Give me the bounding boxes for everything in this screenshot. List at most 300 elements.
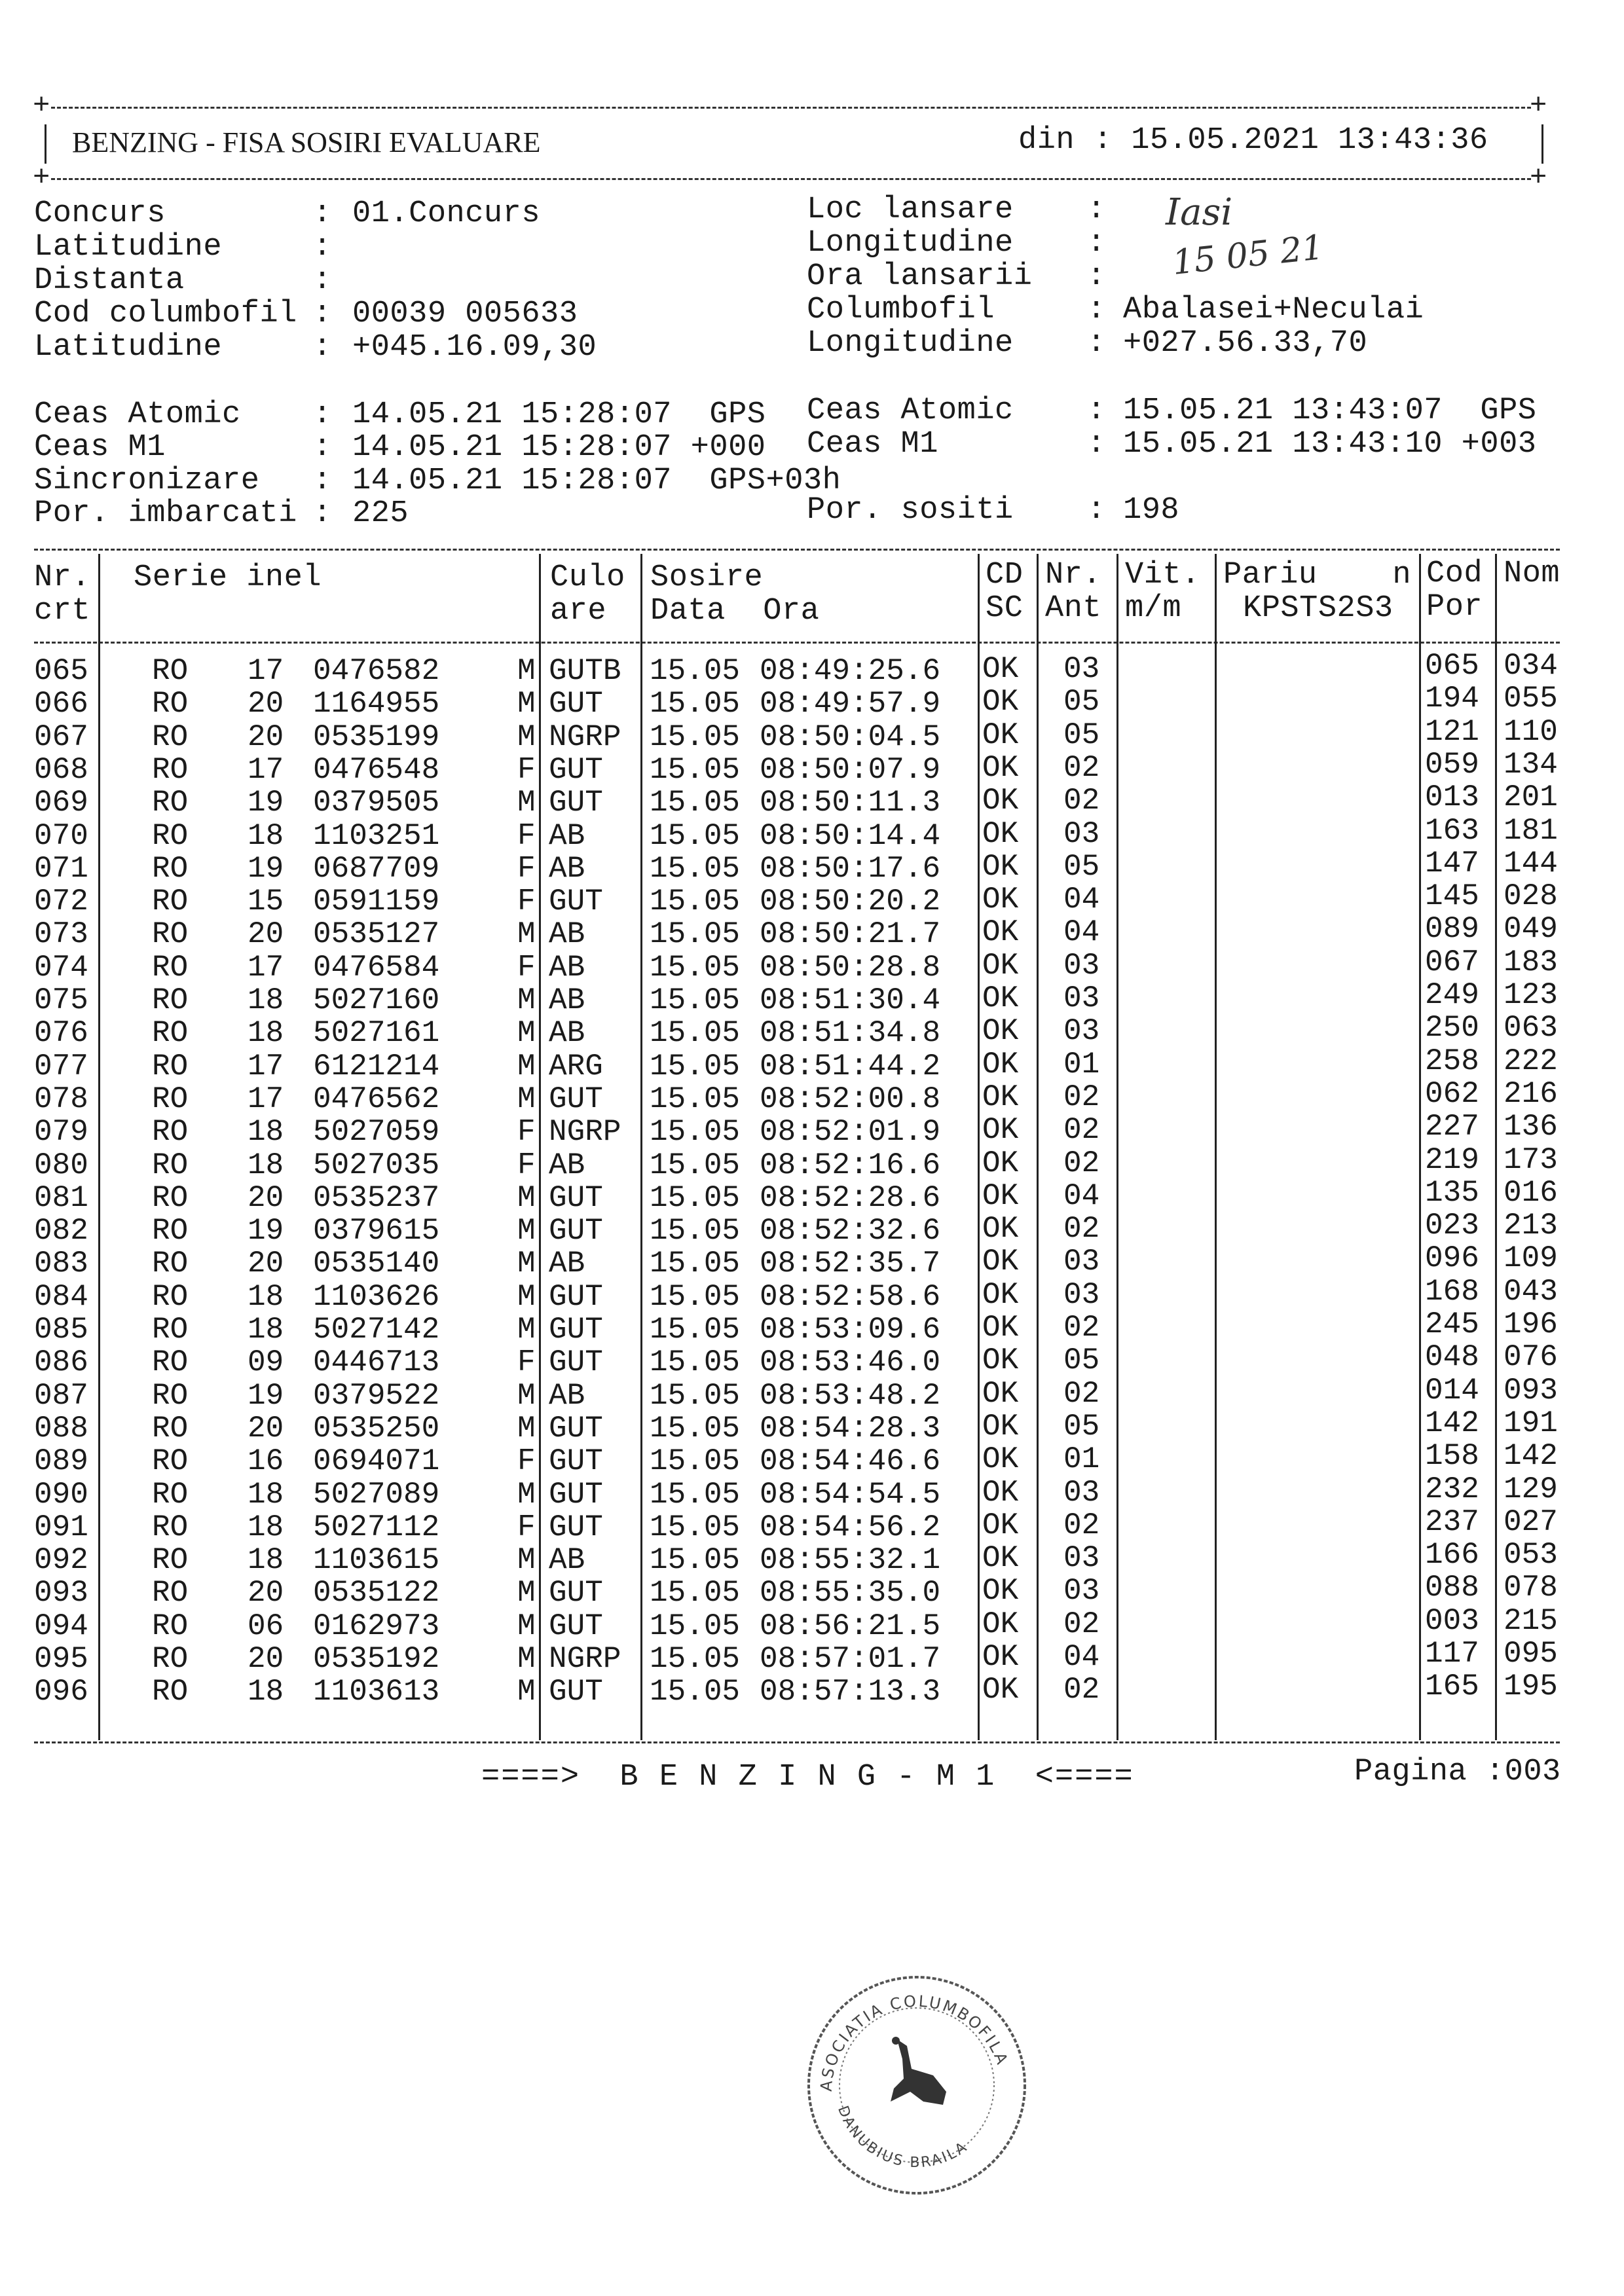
row-ant: 02 xyxy=(1063,1212,1100,1247)
row-year: 18 xyxy=(248,1510,284,1544)
row-color: NGRP xyxy=(549,1115,621,1150)
row-sex: M xyxy=(517,1675,536,1709)
row-ant: 02 xyxy=(1063,1311,1100,1345)
info-sep: : xyxy=(313,263,332,298)
clock-value: 14.05.21 15:28:07 GPS xyxy=(352,397,766,432)
row-color: AB xyxy=(549,818,585,853)
stamp-text-top: ASOCIATIA COLUMBOFILA xyxy=(817,1992,1012,2092)
clock-label: Sincronizare xyxy=(34,464,260,498)
row-country: RO xyxy=(152,1411,189,1446)
row-cod: 163 xyxy=(1425,813,1479,848)
handwritten-place: Iasi xyxy=(1166,191,1233,234)
row-cd: OK xyxy=(982,1113,1019,1148)
row-sex: M xyxy=(517,983,536,1017)
report-date: din : 15.05.2021 13:43:36 xyxy=(1018,123,1488,158)
row-nom: 142 xyxy=(1504,1439,1558,1474)
table-row xyxy=(0,945,1624,985)
table-row xyxy=(0,1209,1624,1248)
table-row xyxy=(0,1142,1624,1182)
row-nr: 082 xyxy=(34,1214,88,1248)
row-ring: 0535192 xyxy=(313,1642,440,1676)
info-sep: : xyxy=(313,196,332,231)
row-time: 08:50:28.8 xyxy=(760,950,941,985)
row-ring: 0591159 xyxy=(313,884,440,919)
info-label: Ora lansarii xyxy=(807,259,1033,294)
row-time: 08:50:04.5 xyxy=(760,720,941,754)
row-nr: 083 xyxy=(34,1247,88,1281)
row-year: 17 xyxy=(248,654,284,688)
row-cd: OK xyxy=(982,1212,1019,1247)
row-ant: 02 xyxy=(1063,1607,1100,1641)
row-ant: 02 xyxy=(1063,1508,1100,1542)
row-ant: 04 xyxy=(1063,915,1100,950)
row-nr: 089 xyxy=(34,1444,88,1479)
row-year: 19 xyxy=(248,1378,284,1413)
row-ring: 5027112 xyxy=(313,1510,440,1544)
row-ant: 02 xyxy=(1063,1376,1100,1411)
row-time: 08:51:34.8 xyxy=(760,1016,941,1051)
row-year: 19 xyxy=(248,851,284,886)
row-nr: 087 xyxy=(34,1378,88,1413)
row-country: RO xyxy=(152,720,189,754)
row-ring: 1164955 xyxy=(313,687,440,721)
row-cod: 062 xyxy=(1425,1076,1479,1111)
svg-text:DANUBIUS BRAILA xyxy=(834,2104,971,2171)
row-ant: 03 xyxy=(1063,1574,1100,1609)
row-nr: 071 xyxy=(34,851,88,886)
info-sep: : xyxy=(1087,226,1106,261)
row-sex: F xyxy=(517,1345,536,1380)
row-ant: 05 xyxy=(1063,718,1100,752)
row-nom: 201 xyxy=(1504,780,1558,815)
row-year: 18 xyxy=(248,1477,284,1512)
row-ring: 0535127 xyxy=(313,917,440,952)
row-year: 20 xyxy=(248,917,284,952)
row-sex: F xyxy=(517,752,536,787)
row-cod: 147 xyxy=(1425,846,1479,881)
row-color: GUT xyxy=(549,1082,603,1116)
row-nom: 216 xyxy=(1504,1076,1558,1111)
col-header-pariu: Pariu n xyxy=(1223,558,1412,592)
row-country: RO xyxy=(152,983,189,1017)
row-ring: 0535250 xyxy=(313,1411,440,1446)
row-ant: 03 xyxy=(1063,981,1100,1015)
table-row xyxy=(0,1504,1624,1544)
row-year: 20 xyxy=(248,1411,284,1446)
row-cod: 194 xyxy=(1425,682,1479,716)
row-year: 17 xyxy=(248,752,284,787)
row-nr: 081 xyxy=(34,1180,88,1215)
row-cod: 089 xyxy=(1425,912,1479,947)
row-year: 18 xyxy=(248,1543,284,1578)
row-cod: 135 xyxy=(1425,1175,1479,1210)
row-cd: OK xyxy=(982,948,1019,983)
row-ant: 03 xyxy=(1063,948,1100,983)
table-row xyxy=(0,1044,1624,1084)
col-header-cd: CD xyxy=(986,558,1024,592)
row-date: 15.05 xyxy=(650,1477,741,1512)
row-year: 09 xyxy=(248,1345,284,1380)
row-ring: 0379505 xyxy=(313,786,440,820)
row-color: GUT xyxy=(549,752,603,787)
row-nr: 079 xyxy=(34,1115,88,1150)
col-header-vit: Vit. xyxy=(1125,558,1200,592)
row-country: RO xyxy=(152,1082,189,1116)
row-ant: 05 xyxy=(1063,685,1100,720)
row-sex: M xyxy=(517,1378,536,1413)
row-sex: M xyxy=(517,786,536,820)
table-row xyxy=(0,747,1624,787)
row-year: 15 xyxy=(248,884,284,919)
row-color: GUT xyxy=(549,1411,603,1446)
footer-banner: ====> B E N Z I N G - M 1 <==== xyxy=(481,1760,1134,1795)
row-ant: 03 xyxy=(1063,816,1100,851)
row-color: GUTB xyxy=(549,654,621,688)
row-date: 15.05 xyxy=(650,1543,741,1578)
row-sex: F xyxy=(517,818,536,853)
row-ring: 0687709 xyxy=(313,851,440,886)
row-nom: 136 xyxy=(1504,1110,1558,1144)
table-bottom-border xyxy=(34,1741,1560,1743)
row-country: RO xyxy=(152,654,189,688)
row-nom: 144 xyxy=(1504,846,1558,881)
row-cod: 142 xyxy=(1425,1406,1479,1440)
row-country: RO xyxy=(152,752,189,787)
info-value: Abalasei+Neculai xyxy=(1123,293,1424,327)
row-cod: 117 xyxy=(1425,1637,1479,1671)
row-country: RO xyxy=(152,1180,189,1215)
row-cd: OK xyxy=(982,915,1019,950)
row-cd: OK xyxy=(982,1640,1019,1674)
row-country: RO xyxy=(152,1279,189,1314)
row-time: 08:50:07.9 xyxy=(760,752,941,787)
pigeon-icon xyxy=(891,2037,946,2105)
row-ring: 0535199 xyxy=(313,720,440,754)
row-sex: M xyxy=(517,1247,536,1281)
row-nom: 016 xyxy=(1504,1175,1558,1210)
table-row xyxy=(0,879,1624,919)
clock-label: Ceas M1 xyxy=(807,427,938,462)
stamp-seal xyxy=(799,1967,1035,2203)
col-header-cod: Cod xyxy=(1426,556,1483,591)
table-row xyxy=(0,1373,1624,1413)
info-label: Longitudine xyxy=(807,326,1014,361)
row-cod: 258 xyxy=(1425,1044,1479,1078)
row-date: 15.05 xyxy=(650,1016,741,1051)
row-nom: 173 xyxy=(1504,1142,1558,1177)
row-country: RO xyxy=(152,1313,189,1347)
row-time: 08:49:57.9 xyxy=(760,687,941,721)
row-cd: OK xyxy=(982,652,1019,686)
table-row xyxy=(0,1603,1624,1643)
row-color: GUT xyxy=(549,1279,603,1314)
col-header-nr: Nr. xyxy=(34,560,91,595)
row-cd: OK xyxy=(982,1178,1019,1213)
row-color: GUT xyxy=(549,1345,603,1380)
table-row xyxy=(0,846,1624,886)
row-ring: 5027035 xyxy=(313,1148,440,1182)
row-ant: 02 xyxy=(1063,1146,1100,1180)
table-row xyxy=(0,1340,1624,1380)
row-sex: F xyxy=(517,851,536,886)
row-cod: 067 xyxy=(1425,945,1479,979)
row-cod: 245 xyxy=(1425,1307,1479,1341)
col-header-ant: Nr. xyxy=(1045,558,1102,592)
row-year: 18 xyxy=(248,1115,284,1150)
clock-sep: : xyxy=(1087,393,1106,428)
col-header-nom: Nom xyxy=(1504,556,1560,591)
row-nom: 123 xyxy=(1504,978,1558,1012)
row-cd: OK xyxy=(982,784,1019,818)
row-ant: 02 xyxy=(1063,784,1100,818)
row-date: 15.05 xyxy=(650,1345,741,1380)
row-nom: 095 xyxy=(1504,1637,1558,1671)
row-cd: OK xyxy=(982,718,1019,752)
row-country: RO xyxy=(152,884,189,919)
row-date: 15.05 xyxy=(650,1279,741,1314)
row-ant: 03 xyxy=(1063,652,1100,686)
row-country: RO xyxy=(152,1115,189,1150)
row-date: 15.05 xyxy=(650,1642,741,1676)
row-ring: 1103615 xyxy=(313,1543,440,1578)
clock-label: Ceas Atomic xyxy=(34,397,241,432)
row-time: 08:54:54.5 xyxy=(760,1477,941,1512)
row-sex: M xyxy=(517,1609,536,1643)
row-nr: 077 xyxy=(34,1049,88,1084)
row-color: AB xyxy=(549,1148,585,1182)
row-sex: M xyxy=(517,1543,536,1578)
row-date: 15.05 xyxy=(650,1247,741,1281)
table-row xyxy=(0,1439,1624,1479)
row-nr: 093 xyxy=(34,1576,88,1611)
info-label: Latitudine xyxy=(34,230,223,264)
row-nom: 055 xyxy=(1504,682,1558,716)
row-date: 15.05 xyxy=(650,654,741,688)
row-ant: 04 xyxy=(1063,1178,1100,1213)
info-label: Longitudine xyxy=(807,226,1014,261)
row-cod: 250 xyxy=(1425,1011,1479,1046)
row-date: 15.05 xyxy=(650,1444,741,1479)
row-cod: 249 xyxy=(1425,978,1479,1012)
info-label: Distanta xyxy=(34,263,185,298)
row-country: RO xyxy=(152,1247,189,1281)
row-time: 08:50:17.6 xyxy=(760,851,941,886)
row-country: RO xyxy=(152,1444,189,1479)
table-row xyxy=(0,1637,1624,1676)
row-nom: 028 xyxy=(1504,879,1558,914)
row-ant: 05 xyxy=(1063,1409,1100,1444)
row-nom: 222 xyxy=(1504,1044,1558,1078)
row-color: AB xyxy=(549,983,585,1017)
row-ring: 5027089 xyxy=(313,1477,440,1512)
clock-sep: : xyxy=(313,430,332,465)
clock-label: Por. sositi xyxy=(807,493,1014,528)
handwritten-date: 15 05 21 xyxy=(1170,228,1326,283)
table-row xyxy=(0,1274,1624,1314)
row-color: AB xyxy=(549,1543,585,1578)
clock-value: 14.05.21 15:28:07 +000 xyxy=(352,430,766,465)
col-header-sosire-2: Data Ora xyxy=(650,594,820,629)
row-cod: 023 xyxy=(1425,1209,1479,1243)
row-cd: OK xyxy=(982,1047,1019,1082)
row-color: GUT xyxy=(549,1510,603,1544)
col-header-serie: Serie inel xyxy=(134,560,322,595)
row-color: AB xyxy=(549,950,585,985)
row-ring: 5027142 xyxy=(313,1313,440,1347)
info-label: Columbofil xyxy=(807,293,995,327)
row-sex: F xyxy=(517,1510,536,1544)
row-country: RO xyxy=(152,851,189,886)
row-time: 08:57:13.3 xyxy=(760,1675,941,1709)
row-cd: OK xyxy=(982,1607,1019,1641)
row-country: RO xyxy=(152,1148,189,1182)
row-sex: F xyxy=(517,950,536,985)
info-sep: : xyxy=(313,297,332,331)
row-nom: 063 xyxy=(1504,1011,1558,1046)
row-ring: 0476548 xyxy=(313,752,440,787)
row-ant: 04 xyxy=(1063,1640,1100,1674)
row-cd: OK xyxy=(982,1376,1019,1411)
row-nr: 074 xyxy=(34,950,88,985)
row-year: 20 xyxy=(248,720,284,754)
row-date: 15.05 xyxy=(650,1049,741,1084)
row-country: RO xyxy=(152,1576,189,1611)
row-ring: 0476582 xyxy=(313,654,440,688)
row-year: 18 xyxy=(248,1313,284,1347)
row-cd: OK xyxy=(982,1541,1019,1576)
row-nr: 085 xyxy=(34,1313,88,1347)
row-cod: 166 xyxy=(1425,1538,1479,1573)
row-year: 18 xyxy=(248,1016,284,1051)
row-country: RO xyxy=(152,1675,189,1709)
row-date: 15.05 xyxy=(650,720,741,754)
row-nom: 183 xyxy=(1504,945,1558,979)
row-year: 18 xyxy=(248,983,284,1017)
row-color: AB xyxy=(549,1378,585,1413)
col-header-cd-2: SC xyxy=(986,591,1024,626)
row-cod: 048 xyxy=(1425,1340,1479,1375)
clock-label: Ceas Atomic xyxy=(807,393,1014,428)
row-cod: 003 xyxy=(1425,1603,1479,1638)
row-color: GUT xyxy=(549,1444,603,1479)
row-time: 08:53:48.2 xyxy=(760,1378,941,1413)
row-time: 08:55:32.1 xyxy=(760,1543,941,1578)
row-cd: OK xyxy=(982,883,1019,917)
row-time: 08:52:58.6 xyxy=(760,1279,941,1314)
row-cd: OK xyxy=(982,1014,1019,1049)
row-date: 15.05 xyxy=(650,1378,741,1413)
row-ring: 1103251 xyxy=(313,818,440,853)
row-ant: 04 xyxy=(1063,883,1100,917)
row-cd: OK xyxy=(982,1409,1019,1444)
row-ant: 02 xyxy=(1063,1673,1100,1707)
row-cd: OK xyxy=(982,1574,1019,1609)
table-row xyxy=(0,1406,1624,1446)
row-nr: 096 xyxy=(34,1675,88,1709)
row-country: RO xyxy=(152,786,189,820)
row-country: RO xyxy=(152,1214,189,1248)
row-year: 16 xyxy=(248,1444,284,1479)
row-country: RO xyxy=(152,917,189,952)
row-cod: 088 xyxy=(1425,1571,1479,1605)
clock-value: 15.05.21 13:43:07 GPS xyxy=(1123,393,1537,428)
row-time: 08:54:56.2 xyxy=(760,1510,941,1544)
row-cd: OK xyxy=(982,1673,1019,1707)
col-header-pariu-2: KPSTS2S3 xyxy=(1243,591,1393,626)
row-cod: 096 xyxy=(1425,1241,1479,1276)
table-row xyxy=(0,649,1624,688)
row-nr: 070 xyxy=(34,818,88,853)
row-time: 08:56:21.5 xyxy=(760,1609,941,1643)
col-header-ant-2: Ant xyxy=(1045,591,1102,626)
row-nom: 093 xyxy=(1504,1373,1558,1408)
table-row xyxy=(0,1571,1624,1611)
row-time: 08:54:28.3 xyxy=(760,1411,941,1446)
row-year: 20 xyxy=(248,1642,284,1676)
row-cd: OK xyxy=(982,685,1019,720)
table-row xyxy=(0,912,1624,952)
row-cd: OK xyxy=(982,1277,1019,1312)
row-ant: 05 xyxy=(1063,849,1100,884)
row-nom: 109 xyxy=(1504,1241,1558,1276)
clock-value: 198 xyxy=(1123,493,1180,528)
row-date: 15.05 xyxy=(650,1180,741,1215)
row-country: RO xyxy=(152,1510,189,1544)
row-year: 19 xyxy=(248,1214,284,1248)
table-row xyxy=(0,1076,1624,1116)
row-nr: 088 xyxy=(34,1411,88,1446)
row-cod: 227 xyxy=(1425,1110,1479,1144)
row-date: 15.05 xyxy=(650,1115,741,1150)
row-nom: 053 xyxy=(1504,1538,1558,1573)
row-country: RO xyxy=(152,950,189,985)
row-sex: M xyxy=(517,1642,536,1676)
association-stamp xyxy=(799,1967,1035,2203)
row-color: NGRP xyxy=(549,1642,621,1676)
row-date: 15.05 xyxy=(650,1313,741,1347)
row-nr: 086 xyxy=(34,1345,88,1380)
row-time: 08:49:25.6 xyxy=(760,654,941,688)
info-sep: : xyxy=(1087,259,1106,294)
row-sex: M xyxy=(517,687,536,721)
table-top-border xyxy=(34,549,1560,551)
row-year: 17 xyxy=(248,1082,284,1116)
row-time: 08:52:32.6 xyxy=(760,1214,941,1248)
row-date: 15.05 xyxy=(650,1609,741,1643)
clock-label: Por. imbarcati xyxy=(34,496,297,531)
row-ring: 0476562 xyxy=(313,1082,440,1116)
row-ant: 02 xyxy=(1063,1113,1100,1148)
info-sep: : xyxy=(1087,326,1106,361)
row-year: 18 xyxy=(248,1279,284,1314)
info-label: Loc lansare xyxy=(807,192,1014,227)
col-header-cod-2: Por xyxy=(1426,590,1483,625)
row-country: RO xyxy=(152,1016,189,1051)
row-ring: 1103626 xyxy=(313,1279,440,1314)
row-sex: M xyxy=(517,654,536,688)
row-time: 08:52:16.6 xyxy=(760,1148,941,1182)
row-year: 17 xyxy=(248,950,284,985)
row-cd: OK xyxy=(982,750,1019,785)
row-nom: 049 xyxy=(1504,912,1558,947)
row-date: 15.05 xyxy=(650,851,741,886)
row-year: 20 xyxy=(248,1180,284,1215)
row-ant: 03 xyxy=(1063,1541,1100,1576)
row-nr: 072 xyxy=(34,884,88,919)
col-header-culoare: Culo xyxy=(550,560,625,595)
row-nr: 091 xyxy=(34,1510,88,1544)
info-sep: : xyxy=(313,230,332,264)
